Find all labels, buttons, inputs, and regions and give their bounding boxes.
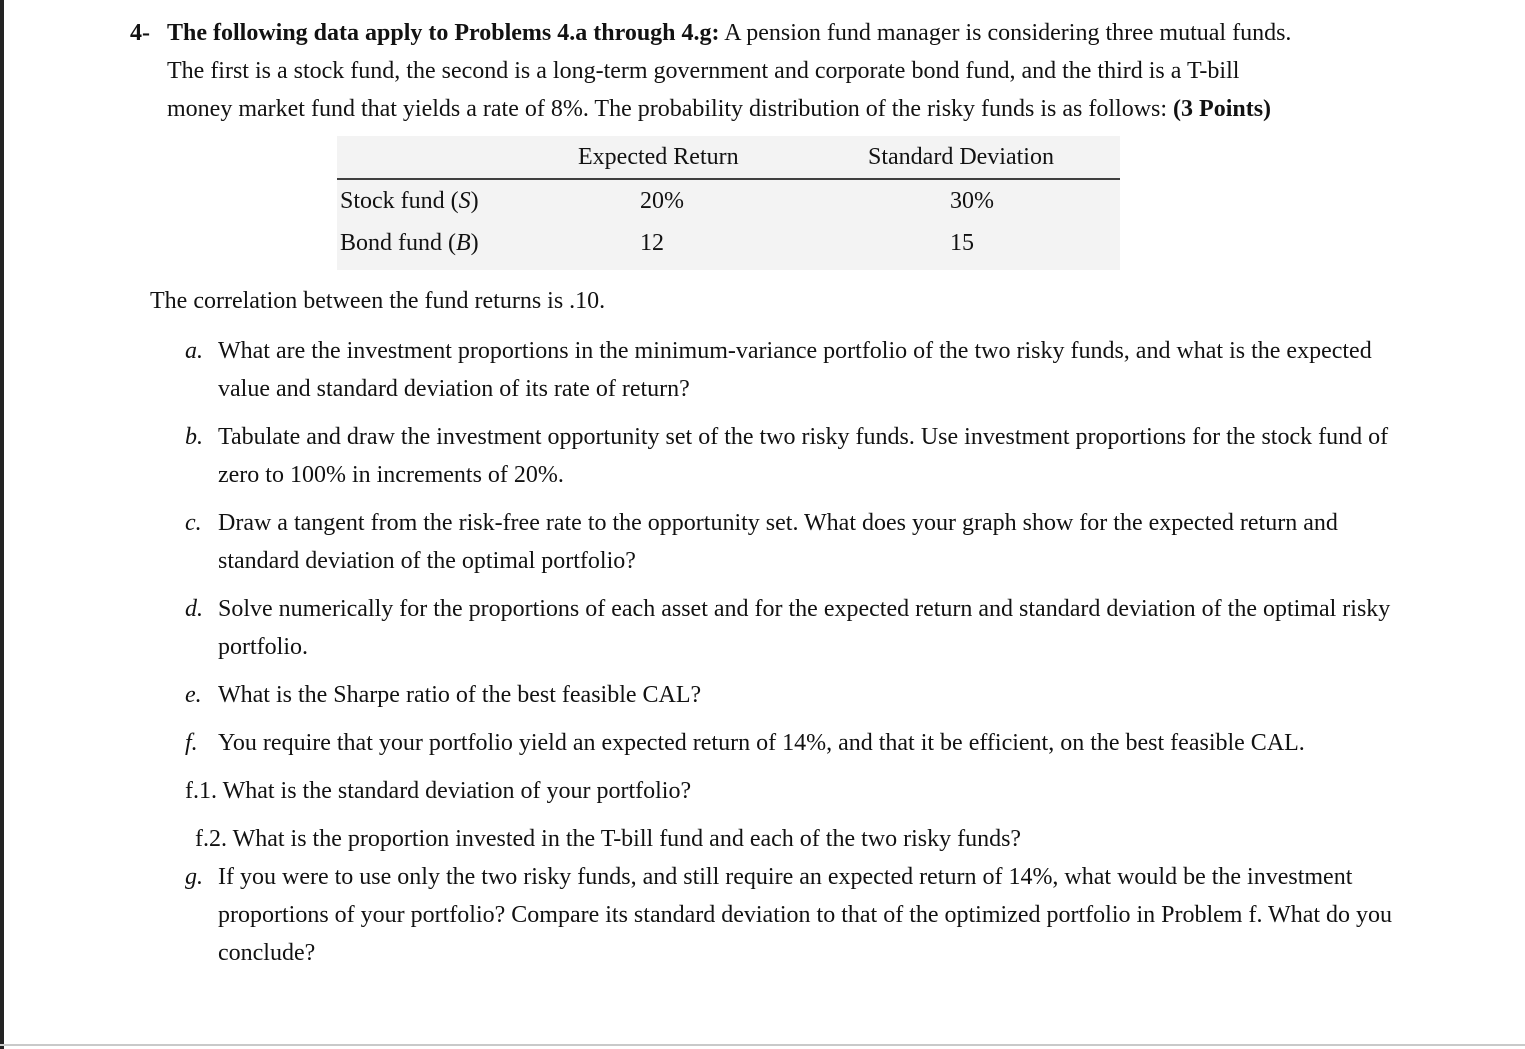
col-header-expected-return: Expected Return <box>578 144 739 170</box>
problem-intro <box>167 14 1302 128</box>
bond-fund-label-prefix: Bond fund ( <box>340 230 456 256</box>
problem-header <box>130 14 1495 128</box>
stock-fund-expected-return: 20% <box>640 188 684 214</box>
stock-fund-label-prefix: Stock fund ( <box>340 188 459 214</box>
question-c-text: Draw a tangent from the risk-free rate to the opportunity set. What does your graph show for the expected return and standard deviation of the optimal portfolio? <box>218 510 1338 574</box>
stock-fund-symbol: S <box>458 188 471 214</box>
table-header-row <box>337 136 1120 180</box>
points-label: (3 Points) <box>1173 96 1272 122</box>
stock-fund-std-dev: 30% <box>950 188 994 214</box>
question-f1-text: What is the standard deviation of your portfolio? <box>222 778 692 804</box>
correlation-note: The correlation between the fund returns is .10. <box>150 288 606 314</box>
question-a <box>185 332 1408 408</box>
stock-fund-label-suffix: ) <box>470 188 479 214</box>
page-left-border <box>0 0 4 1049</box>
bond-fund-symbol: B <box>456 230 471 256</box>
question-b <box>185 418 1408 494</box>
question-list <box>185 332 1495 972</box>
question-f-letter: f. <box>185 730 198 756</box>
question-c <box>185 504 1408 580</box>
question-a-letter: a. <box>185 338 203 364</box>
intro-bold-text: The following data apply to Problems 4.a through 4.g: <box>167 20 720 46</box>
bond-fund-label <box>337 224 577 262</box>
question-f1 <box>185 772 1408 810</box>
fund-table <box>337 136 1120 270</box>
question-f1-label: f.1. <box>185 778 217 804</box>
question-c-letter: c. <box>185 510 202 536</box>
stock-fund-label <box>337 182 577 220</box>
question-e <box>185 676 1408 714</box>
question-f2 <box>195 820 1418 858</box>
bond-fund-expected-return: 12 <box>640 230 664 256</box>
page-bottom-border <box>0 1044 1525 1046</box>
table-row-bond-fund <box>337 222 1120 264</box>
question-a-text: What are the investment proportions in the minimum-variance portfolio of the two risky funds, and what is the expected value and standard deviation of its rate of return? <box>218 338 1372 402</box>
bond-fund-label-suffix: ) <box>470 230 479 256</box>
question-g-letter: g. <box>185 864 203 890</box>
question-b-letter: b. <box>185 424 203 450</box>
bond-fund-std-dev: 15 <box>950 230 974 256</box>
question-b-text: Tabulate and draw the investment opportunity set of the two risky funds. Use investment proportions for the stock fund of zero to 100% in increments of 20%. <box>218 424 1389 488</box>
question-f <box>185 724 1408 762</box>
question-g <box>185 858 1408 972</box>
col-header-standard-deviation: Standard Deviation <box>868 144 1054 170</box>
question-g-text: If you were to use only the two risky funds, and still require an expected return of 14%, what would be the investment proportions of your portfolio? Compare its standard deviation to that of the optimized portfolio in Problem f. What do you conclude? <box>218 864 1393 966</box>
question-f-text: You require that your portfolio yield an expected return of 14%, and that it be efficient, on the best feasible CAL. <box>218 730 1305 756</box>
problem-number: 4- <box>130 20 150 46</box>
question-f2-label: f.2. <box>195 826 227 852</box>
question-d-letter: d. <box>185 596 203 622</box>
question-e-text: What is the Sharpe ratio of the best feasible CAL? <box>218 682 702 708</box>
question-e-letter: e. <box>185 682 202 708</box>
table-row-stock-fund <box>337 180 1120 222</box>
question-d <box>185 590 1408 666</box>
question-f2-text: What is the proportion invested in the T-bill fund and each of the two risky funds? <box>232 826 1022 852</box>
intro-body-text: A pension fund manager is considering three mutual funds. The first is a stock fund, the second is a long-term government and corporate bond fund, and the third is a T-bill money market fund that yields a rate of 8%. The probability distribution of the risky funds is as follows: <box>167 20 1292 122</box>
question-d-text: Solve numerically for the proportions of each asset and for the expected return and standard deviation of the optimal risky portfolio. <box>218 596 1391 660</box>
